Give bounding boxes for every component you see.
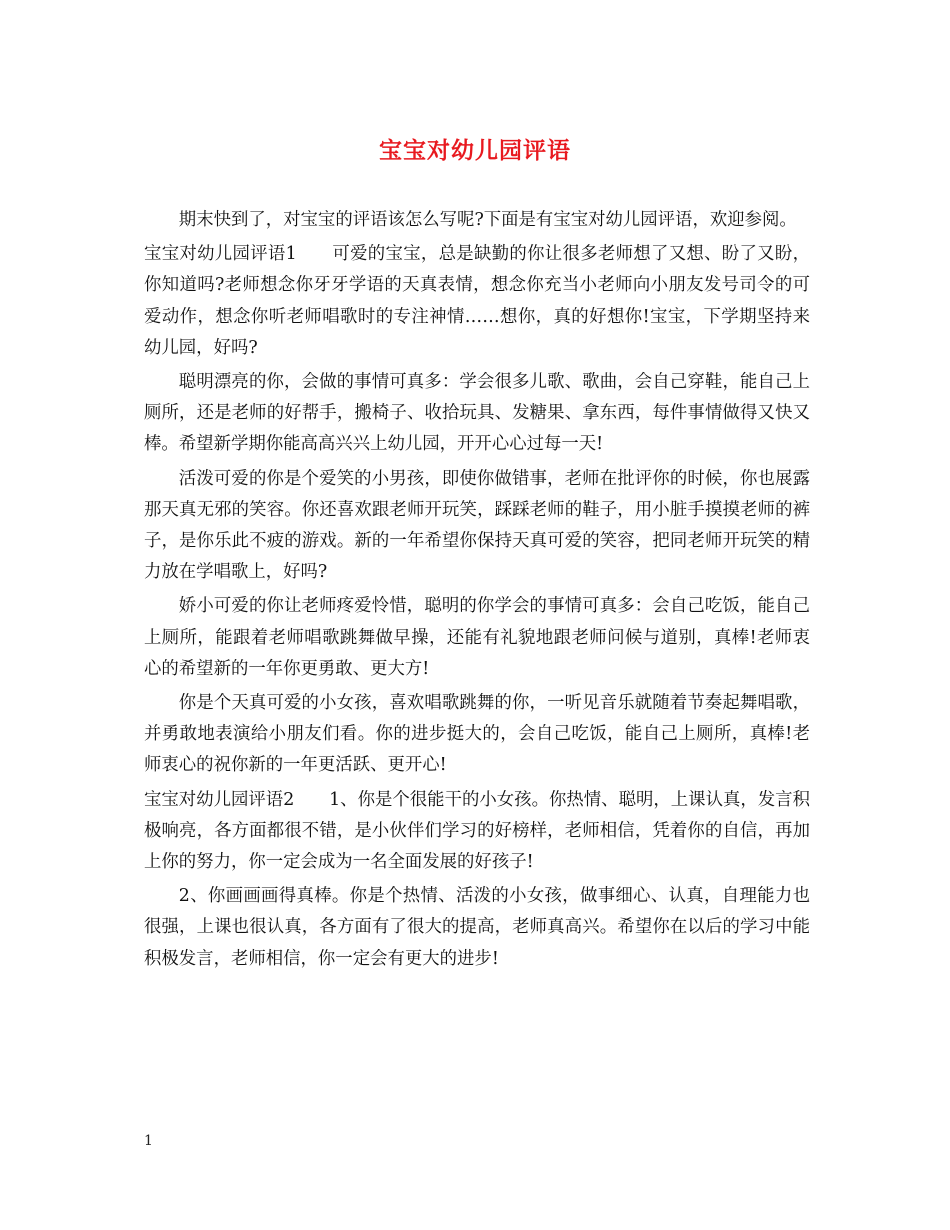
section-1-heading: 宝宝对幼儿园评语1 — [144, 244, 297, 265]
paragraph-text: 你是个天真可爱的小女孩，喜欢唱歌跳舞的你，一听见音乐就随着节奏起舞唱歌，并勇敢地表演给小朋友们看。你的进步挺大的，会自己吃饭，能自己上厕所，真棒!老师衷心的祝你新的一年更活跃、更开心! — [144, 693, 810, 776]
paragraph-text: 期末快到了，对宝宝的评语该怎么写呢?下面是有宝宝对幼儿园评语，欢迎参阅。 — [178, 210, 797, 230]
paragraph-text: 可爱的宝宝，总是缺勤的你让很多老师想了又想、盼了又盼，你知道吗?老师想念你牙牙学语的天真表情，想念你充当小老师向小朋友发号司令的可爱动作，想念你听老师唱歌时的专注神情……想你，真的好想你!宝宝，下学期坚持来幼儿园，好吗? — [144, 244, 810, 358]
paragraph-comment-5 — [144, 688, 810, 782]
paragraph-text: 活泼可爱的你是个爱笑的小男孩，即使你做错事，老师在批评你的时候，你也展露那天真无邪的笑容。你还喜欢跟老师开玩笑，踩踩老师的鞋子，用小脏手摸摸老师的裤子，是你乐此不疲的游戏。新的一年希望你保持天真可爱的笑容，把同老师开玩笑的精力放在学唱歌上，好吗? — [144, 468, 810, 583]
section-1-paragraph — [144, 239, 810, 364]
paragraph-comment-3 — [144, 464, 810, 589]
page-number: 1 — [144, 1133, 153, 1149]
paragraph-comment-2 — [144, 367, 810, 461]
section-2-paragraph — [144, 785, 810, 879]
paragraph-intro — [144, 205, 810, 236]
section-2-heading: 宝宝对幼儿园评语2 — [144, 789, 295, 810]
paragraph-text: 1、你是个很能干的小女孩。你热情、聪明，上课认真，发言积极响亮，各方面都很不错，是小伙伴们学习的好榜样，老师相信，凭着你的自信，再加上你的努力，你一定会成为一名全面发展的好孩子! — [144, 789, 810, 873]
paragraph-text: 2、你画画画得真棒。你是个热情、活泼的小女孩，做事细心、认真，自理能力也很强，上课也很认真，各方面有了很大的提高，老师真高兴。希望你在以后的学习中能积极发言，老师相信，你一定会有更大的进步! — [144, 886, 810, 969]
paragraph-text: 娇小可爱的你让老师疼爱怜惜，聪明的你学会的事情可真多：会自己吃饭，能自己上厕所，能跟着老师唱歌跳舞做早操，还能有礼貌地跟老师问候与道别，真棒!老师衷心的希望新的一年你更勇敢、更大方! — [144, 596, 810, 679]
paragraph-comment-7 — [144, 881, 810, 975]
paragraph-comment-4 — [144, 591, 810, 685]
document-body — [144, 205, 810, 978]
paragraph-text: 聪明漂亮的你，会做的事情可真多：学会很多儿歌、歌曲，会自己穿鞋，能自己上厕所，还是老师的好帮手，搬椅子、收拾玩具、发糖果、拿东西，每件事情做得又快又棒。希望新学期你能高高兴兴上幼儿园，开开心心过每一天! — [144, 372, 810, 455]
page-title: 宝宝对幼儿园评语 — [379, 137, 571, 164]
